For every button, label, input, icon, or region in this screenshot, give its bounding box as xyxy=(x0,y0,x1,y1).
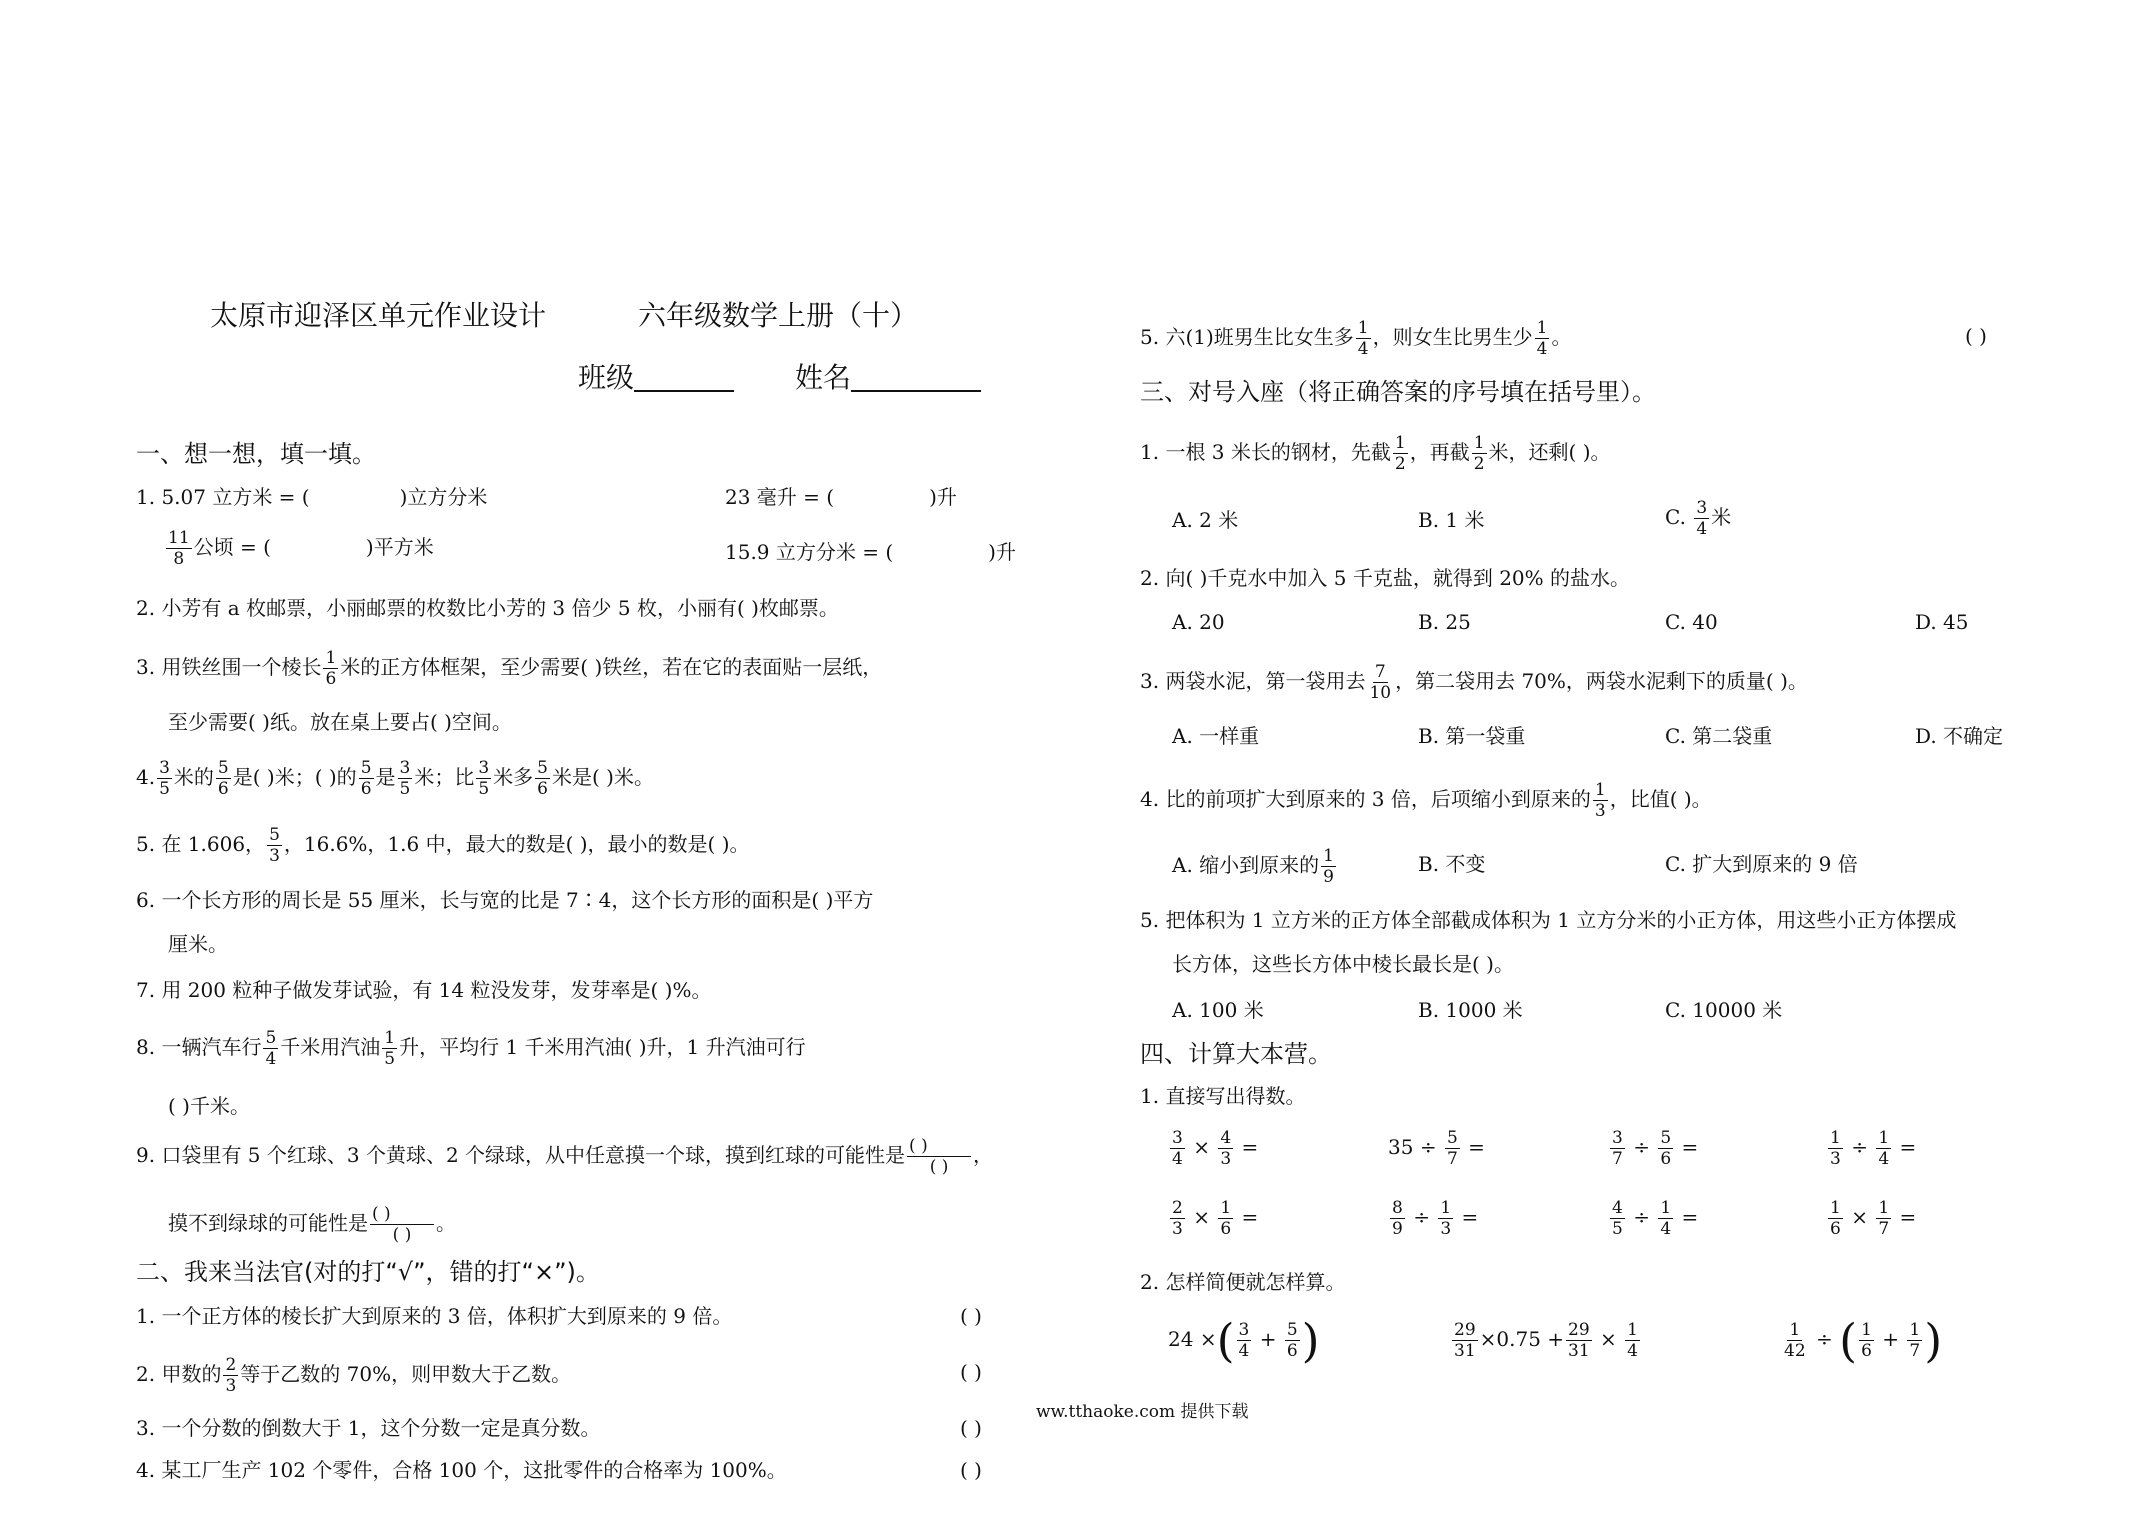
title-book: 六年级数学上册（十） xyxy=(638,299,919,332)
s1-q1a-unit: )立方分米 xyxy=(399,485,488,509)
footer-source: ww.tthaoke.com 提供下载 xyxy=(1036,1402,1249,1422)
fraction: $\frac{1}{2}$ xyxy=(1473,433,1485,474)
fraction: $\frac{5}{7}$ xyxy=(1446,1128,1458,1169)
s1-q1c xyxy=(164,528,434,569)
fraction: $\frac{5}{6}$ xyxy=(360,758,372,799)
fraction: $\frac{1}{6}$ xyxy=(1830,1198,1841,1239)
s1-q2: 2. 小芳有 a 枚邮票，小丽邮票的枚数比小芳的 3 倍少 5 枚，小丽有( )枚邮票。 xyxy=(136,596,839,620)
s3-q2-option-a[interactable]: A. 20 xyxy=(1172,610,1225,634)
section3-heading: 三、对号入座（将正确答案的序号填在括号里）。 xyxy=(1140,378,1656,406)
s2-q3: 3. 一个分数的倒数大于 1，这个分数一定是真分数。 xyxy=(136,1416,601,1440)
s1-q8-line2: ( )千米。 xyxy=(168,1094,250,1118)
s3-q3-option-c[interactable]: C. 第二袋重 xyxy=(1665,724,1773,748)
s3-q5-option-b[interactable]: B. 1000 米 xyxy=(1418,998,1523,1022)
fraction: $\frac{1}{4}$ xyxy=(1357,318,1369,359)
s3-q3-option-d[interactable]: D. 不确定 xyxy=(1915,724,2004,748)
s1-q1c-unit: )平方米 xyxy=(365,535,434,559)
fraction: $\frac{29}{31}$ xyxy=(1454,1320,1476,1361)
s3-q2-option-c[interactable]: C. 40 xyxy=(1665,610,1718,634)
calc-item-8[interactable]: $\frac{1}{6}$ × $\frac{1}{7}$ = xyxy=(1830,1198,1917,1239)
class-label: 班级 xyxy=(578,361,635,394)
s2-q5-answer[interactable]: ( ) xyxy=(1965,324,1987,348)
s1-q5: 5. 在 1.606， $\frac{5}{3}$ ，16.6%，1.6 中，最大的数是( )，最小的数是( )。 xyxy=(136,825,750,866)
s2-q2-answer[interactable]: ( ) xyxy=(960,1360,982,1384)
s1-q3-line2: 至少需要( )纸。放在桌上要占( )空间。 xyxy=(168,710,512,734)
fraction: $\frac{5}{6}$ xyxy=(217,758,229,799)
simplify-item-2[interactable]: $\frac{29}{31}$ ×0.75 + $\frac{29}{31}$ × $\frac{1}{4}$ xyxy=(1454,1320,1638,1361)
calc-item-4[interactable]: $\frac{1}{3}$ ÷ $\frac{1}{4}$ = xyxy=(1830,1128,1917,1169)
fraction: $\frac{11}{8}$ xyxy=(168,528,190,569)
fraction: $\frac{5}{6}$ xyxy=(537,758,548,799)
fraction: $\frac{29}{31}$ xyxy=(1568,1320,1590,1361)
simplify-item-3[interactable]: $\frac{1}{42}$ ÷ ( $\frac{1}{6}$ + $\frac{1}{7}$ ) xyxy=(1784,1313,1943,1368)
s3-q1: 1. 一根 3 米长的钢材，先截 $\frac{1}{2}$ ，再截 $\frac{1}{2}$ 米，还剩( )。 xyxy=(1140,433,1611,474)
s3-q5-line2: 长方体，这些长方体中棱长最长是( )。 xyxy=(1172,952,1514,976)
simplify-item-1[interactable]: 24 ×( $\frac{3}{4}$ + $\frac{5}{6}$ ) xyxy=(1168,1313,1320,1368)
probability-blank-red[interactable]: ( ) ( ) xyxy=(907,1136,971,1177)
s1-q1d-unit: )升 xyxy=(988,540,1016,564)
s3-q2-option-b[interactable]: B. 25 xyxy=(1418,610,1471,634)
s1-q6: 6. 一个长方形的周长是 55 厘米，长与宽的比是 7∶4，这个长方形的面积是( )平方 xyxy=(136,888,874,912)
fraction: $\frac{1}{2}$ xyxy=(1394,433,1406,474)
s3-q2: 2. 向( )千克水中加入 5 千克盐，就得到 20% 的盐水。 xyxy=(1140,566,1631,590)
s1-q1d-text: 15.9 立方分米 = ( xyxy=(725,540,894,564)
fraction: $\frac{5}{3}$ xyxy=(269,825,280,866)
s1-q1b xyxy=(725,483,957,511)
name-field[interactable] xyxy=(795,361,981,394)
class-blank[interactable] xyxy=(634,364,734,392)
fraction: $\frac{5}{4}$ xyxy=(265,1028,277,1069)
fraction: $\frac{3}{4}$ xyxy=(1238,1320,1250,1361)
section1-heading: 一、想一想，填一填。 xyxy=(136,440,376,468)
s3-q2-option-d[interactable]: D. 45 xyxy=(1915,610,1969,634)
calc-item-5[interactable]: $\frac{2}{3}$ × $\frac{1}{6}$ = xyxy=(1172,1198,1259,1239)
class-field[interactable] xyxy=(578,361,734,394)
calc-item-1[interactable]: $\frac{3}{4}$ × $\frac{4}{3}$ = xyxy=(1172,1128,1259,1169)
s3-q3: 3. 两袋水泥，第一袋用去 $\frac{7}{10}$ ，第二袋用去 70%，两袋水泥剩下的质量( )。 xyxy=(1140,662,1808,703)
s1-q1d xyxy=(725,538,1016,566)
fraction: $\frac{4}{5}$ xyxy=(1612,1198,1623,1239)
fraction: $\frac{1}{6}$ xyxy=(1220,1198,1232,1239)
section2-heading: 二、我来当法官(对的打“√”，错的打“×”)。 xyxy=(136,1258,600,1286)
fraction: $\frac{1}{6}$ xyxy=(1861,1320,1872,1361)
s3-q3-option-a[interactable]: A. 一样重 xyxy=(1172,724,1260,748)
fraction: $\frac{3}{5}$ xyxy=(399,758,411,799)
s1-q7: 7. 用 200 粒种子做发芽试验，有 14 粒没发芽，发芽率是( )%。 xyxy=(136,978,712,1002)
fraction: $\frac{1}{7}$ xyxy=(1878,1198,1890,1239)
fraction: $\frac{7}{10}$ xyxy=(1369,662,1392,703)
s3-q5-option-c[interactable]: C. 10000 米 xyxy=(1665,998,1783,1022)
s3-q1-option-b[interactable]: B. 1 米 xyxy=(1418,508,1485,532)
fraction: $\frac{5}{6}$ xyxy=(1660,1128,1672,1169)
s2-q2: 2. 甲数的 $\frac{2}{3}$ 等于乙数的 70%，则甲数大于乙数。 xyxy=(136,1355,572,1396)
s3-q4-option-c[interactable]: C. 扩大到原来的 9 倍 xyxy=(1665,852,1858,876)
name-label: 姓名 xyxy=(795,361,852,394)
s1-q9-line2: 摸不到绿球的可能性是 ( ) ( ) 。 xyxy=(168,1204,456,1245)
s1-q3: 3. 用铁丝围一个棱长 $\frac{1}{6}$ 米的正方体框架，至少需要( )铁丝，若在它的表面贴一层纸， xyxy=(136,648,883,689)
fraction: $\frac{3}{7}$ xyxy=(1612,1128,1623,1169)
fraction: $\frac{1}{3}$ xyxy=(1594,780,1606,821)
s2-q1: 1. 一个正方体的棱长扩大到原来的 3 倍，体积扩大到原来的 9 倍。 xyxy=(136,1304,733,1328)
section4-heading: 四、计算大本营。 xyxy=(1140,1040,1332,1068)
fraction: $\frac{1}{5}$ xyxy=(384,1028,396,1069)
fraction: $\frac{3}{4}$ xyxy=(1696,498,1708,539)
fraction: $\frac{1}{4}$ xyxy=(1660,1198,1672,1239)
fraction: $\frac{1}{4}$ xyxy=(1878,1128,1890,1169)
title-district: 太原市迎泽区单元作业设计 xyxy=(210,299,547,332)
fraction: $\frac{2}{3}$ xyxy=(225,1355,237,1396)
s1-q1b-text: 23 毫升 = ( xyxy=(725,485,835,509)
fraction: $\frac{1}{4}$ xyxy=(1536,318,1548,359)
s3-q4: 4. 比的前项扩大到原来的 3 倍，后项缩小到原来的 $\frac{1}{3}$ ，比值( )。 xyxy=(1140,780,1712,821)
calc-item-7[interactable]: $\frac{4}{5}$ ÷ $\frac{1}{4}$ = xyxy=(1612,1198,1699,1239)
fraction: $\frac{1}{4}$ xyxy=(1627,1320,1638,1361)
fraction: $\frac{1}{9}$ xyxy=(1323,846,1334,887)
s3-q5: 5. 把体积为 1 立方米的正方体全部截成体积为 1 立方分米的小正方体，用这些小正方体摆成 xyxy=(1140,908,1957,932)
s1-q6-line2: 厘米。 xyxy=(168,932,228,956)
s4-part1: 1. 直接写出得数。 xyxy=(1140,1084,1306,1108)
fraction: $\frac{8}{9}$ xyxy=(1392,1198,1403,1239)
fraction: $\frac{3}{5}$ xyxy=(478,758,490,799)
name-blank[interactable] xyxy=(851,364,981,392)
s1-q4: 4. $\frac{3}{5}$ 米的 $\frac{5}{6}$ 是( )米；( )的 $\frac{5}{6}$ 是 $\frac{3}{5}$ 米；比 $\frac{3}{5}$ 米多 $\frac{5}{6}$ 米是( )米。 xyxy=(136,758,654,799)
fraction: $\frac{2}{3}$ xyxy=(1172,1198,1183,1239)
s2-q5: 5. 六(1)班男生比女生多 $\frac{1}{4}$ ，则女生比男生少 $\frac{1}{4}$ 。 xyxy=(1140,318,1572,359)
fraction: $\frac{4}{3}$ xyxy=(1220,1128,1232,1169)
s3-q3-option-b[interactable]: B. 第一袋重 xyxy=(1418,724,1526,748)
calc-item-3[interactable]: $\frac{3}{7}$ ÷ $\frac{5}{6}$ = xyxy=(1612,1128,1699,1169)
s2-q4: 4. 某工厂生产 102 个零件，合格 100 个，这批零件的合格率为 100%。 xyxy=(136,1458,787,1482)
fraction: $\frac{5}{6}$ xyxy=(1286,1320,1298,1361)
calc-item-2[interactable]: 35 ÷ $\frac{5}{7}$ = xyxy=(1388,1128,1485,1169)
s1-q8: 8. 一辆汽车行 $\frac{5}{4}$ 千米用汽油 $\frac{1}{5}$ 升，平均行 1 千米用汽油( )升，1 升汽油可行 xyxy=(136,1028,806,1069)
s1-q1a xyxy=(136,483,487,511)
s3-q4-option-b[interactable]: B. 不变 xyxy=(1418,852,1486,876)
fraction: $\frac{3}{5}$ xyxy=(159,758,170,799)
s1-q1a-text: 1. 5.07 立方米 = ( xyxy=(136,485,310,509)
s3-q1-option-a[interactable]: A. 2 米 xyxy=(1172,508,1239,532)
fraction: $\frac{1}{3}$ xyxy=(1830,1128,1841,1169)
s2-q4-answer[interactable]: ( ) xyxy=(960,1458,982,1482)
s1-q9: 9. 口袋里有 5 个红球、3 个黄球、2 个绿球，从中任意摸一个球，摸到红球的可能性是 ( ) ( ) ， xyxy=(136,1136,994,1177)
s2-q1-answer[interactable]: ( ) xyxy=(960,1304,982,1328)
fraction: $\frac{3}{4}$ xyxy=(1172,1128,1183,1169)
s4-part2: 2. 怎样简便就怎样算。 xyxy=(1140,1270,1346,1294)
s3-q1-option-c[interactable]: C. $\frac{3}{4}$ 米 xyxy=(1665,498,1732,539)
fraction: $\frac{1}{42}$ xyxy=(1784,1320,1806,1361)
fraction: $\frac{1}{6}$ xyxy=(325,648,337,689)
s3-q4-option-a[interactable]: A. 缩小到原来的 $\frac{1}{9}$ xyxy=(1172,846,1334,887)
probability-blank-green[interactable]: ( ) ( ) xyxy=(370,1204,434,1245)
s2-q3-answer[interactable]: ( ) xyxy=(960,1416,982,1440)
s1-q1b-unit: )升 xyxy=(929,485,957,509)
calc-item-6[interactable]: $\frac{8}{9}$ ÷ $\frac{1}{3}$ = xyxy=(1392,1198,1479,1239)
s1-q1c-text: 公顷 = ( xyxy=(193,535,271,559)
fraction: $\frac{1}{3}$ xyxy=(1440,1198,1452,1239)
s3-q5-option-a[interactable]: A. 100 米 xyxy=(1172,998,1264,1022)
fraction: $\frac{1}{7}$ xyxy=(1909,1320,1921,1361)
